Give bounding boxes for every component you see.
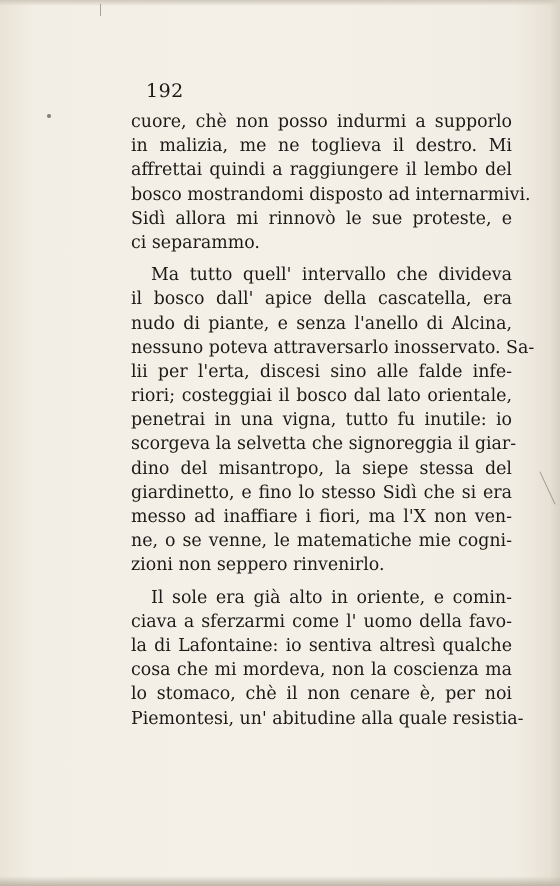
text-line: nudo di piante, e senza l'anello di Alcina, bbox=[131, 313, 512, 334]
text-line: cuore, chè non posso indurmi a supporlo bbox=[131, 112, 512, 132]
paragraph-gap bbox=[131, 255, 512, 263]
text-line: Sidì allora mi rinnovò le sue proteste, e bbox=[131, 208, 512, 229]
text-line: giardinetto, e fino lo stesso Sidì che si era bbox=[131, 482, 512, 503]
page-right-shadow bbox=[550, 0, 560, 886]
text-line: zioni non seppero rinvenirlo. bbox=[131, 555, 385, 576]
text-line: cosa che mi mordeva, non la coscienza ma bbox=[131, 660, 512, 681]
text-line: Ma tutto quell' intervallo che divideva bbox=[151, 265, 512, 286]
text-line: Il sole era già alto in oriente, e comin- bbox=[151, 587, 512, 608]
text-line: lo stomaco, chè il non cenare è, per noi bbox=[131, 684, 512, 705]
text-line: in malizia, me ne toglieva il destro. Mi bbox=[131, 136, 512, 157]
text-line: dino del misantropo, la siepe stessa del bbox=[131, 458, 512, 479]
paragraph-gap bbox=[131, 578, 512, 586]
text-line: la di Lafontaine: io sentiva altresì qualche bbox=[131, 635, 512, 656]
text-line: bosco mostrandomi disposto ad internarmivi. bbox=[131, 184, 531, 205]
text-line: il bosco dall' apice della cascatella, era bbox=[131, 289, 512, 310]
body-text bbox=[131, 110, 535, 731]
text-line: messo ad inaffiare i fiori, ma l'X non ven- bbox=[131, 507, 512, 527]
text-line: scorgeva la selvetta che signoreggia il giar- bbox=[131, 434, 517, 455]
ink-speck bbox=[47, 114, 51, 118]
text-line: ci separammo. bbox=[131, 232, 260, 253]
page-bottom-shadow bbox=[0, 876, 560, 886]
margin-mark bbox=[100, 4, 101, 16]
text-line: Piemontesi, un' abitudine alla quale resistia- bbox=[131, 708, 524, 729]
text-line: ne, o se venne, le matematiche mie cogni- bbox=[131, 531, 512, 552]
text-line: lii per l'erta, discesi sino alle falde infe- bbox=[131, 361, 512, 382]
text-line: riori; costeggiai il bosco dal lato orientale, bbox=[131, 386, 512, 407]
text-line: penetrai in una vigna, tutto fu inutile: io bbox=[131, 410, 512, 431]
page-top-shadow bbox=[0, 0, 560, 6]
text-line: ciava a sferzarmi come l' uomo della favo- bbox=[131, 611, 512, 632]
text-line: affrettai quindi a raggiungere il lembo del bbox=[131, 160, 512, 181]
text-line: nessuno poteva attraversarlo inosservato. Sa- bbox=[131, 337, 535, 358]
page-number: 192 bbox=[146, 80, 184, 102]
